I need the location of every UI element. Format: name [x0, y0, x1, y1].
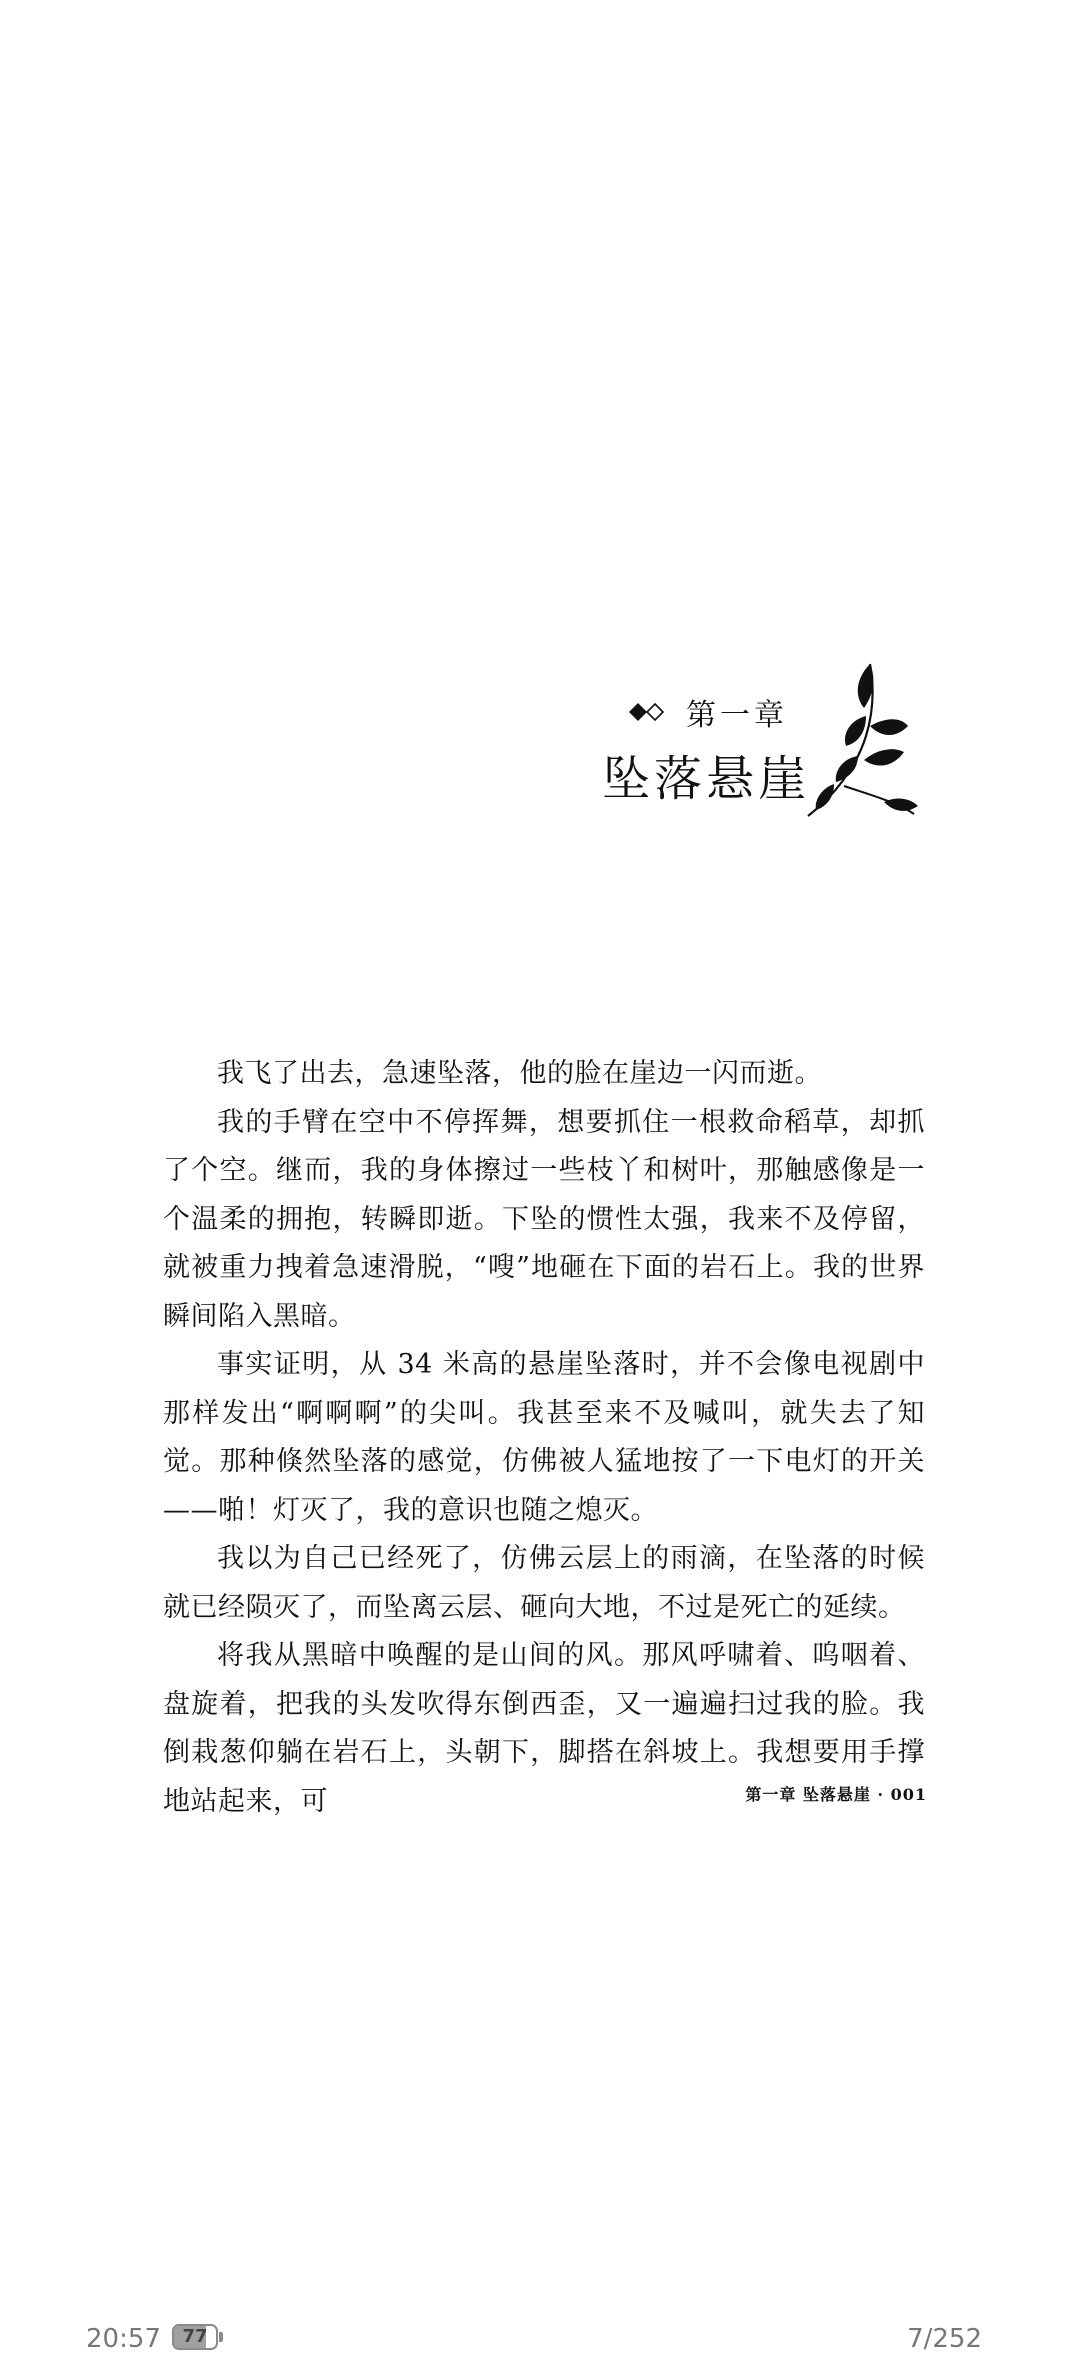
paragraph: 我以为自己已经死了，仿佛云层上的雨滴，在坠落的时候就已经陨灭了，而坠离云层、砸向大地，不过是死亡的延续。 — [163, 1543, 925, 1623]
battery-level: 77 — [182, 2326, 208, 2347]
paragraph: 将我从黑暗中唤醒的是山间的风。那风呼啸着、呜咽着、盘旋着，把我的头发吹得东倒西歪，又一遍遍扫过我的脸。我倒栽葱仰躺在岩石上，头朝下，脚搭在斜坡上。我想要用手撑地站起来，可 — [163, 1640, 925, 1817]
running-footer: 第一章 坠落悬崖 · 001 — [745, 1785, 927, 1804]
clock-time: 20:57 — [86, 2324, 161, 2354]
chapter-header — [560, 640, 1030, 840]
page-counter: 7/252 — [907, 2324, 982, 2354]
chapter-body — [163, 1050, 925, 1826]
paragraph: 事实证明，从 34 米高的悬崖坠落时，并不会像电视剧中那样发出“啊啊啊”的尖叫。我甚至来不及喊叫，就失去了知觉。那种倏然坠落的感觉，仿佛被人猛地按了一下电灯的开关——啪！灯灭了，我的意识也随之熄灭。 — [163, 1349, 925, 1526]
paragraph: 我的手臂在空中不停挥舞，想要抓住一根救命稻草，却抓了个空。继而，我的身体擦过一些枝丫和树叶，那触感像是一个温柔的拥抱，转瞬即逝。下坠的惯性太强，我来不及停留，就被重力拽着急速滑脱，“嗖”地砸在下面的岩石上。我的世界瞬间陷入黑暗。 — [163, 1106, 925, 1332]
reader-status-bar — [0, 2300, 1080, 2360]
chapter-title: 坠落悬崖 — [602, 751, 811, 807]
battery-tip — [219, 2332, 223, 2342]
leaf-branch-icon — [804, 656, 924, 826]
paragraph: 我飞了出去，急速坠落，他的脸在崖边一闪而逝。 — [217, 1058, 822, 1089]
chapter-label-row — [628, 690, 788, 734]
diamond-pair-icon — [628, 702, 668, 722]
chapter-number: 第一章 — [686, 698, 788, 733]
battery-icon — [172, 2324, 218, 2350]
